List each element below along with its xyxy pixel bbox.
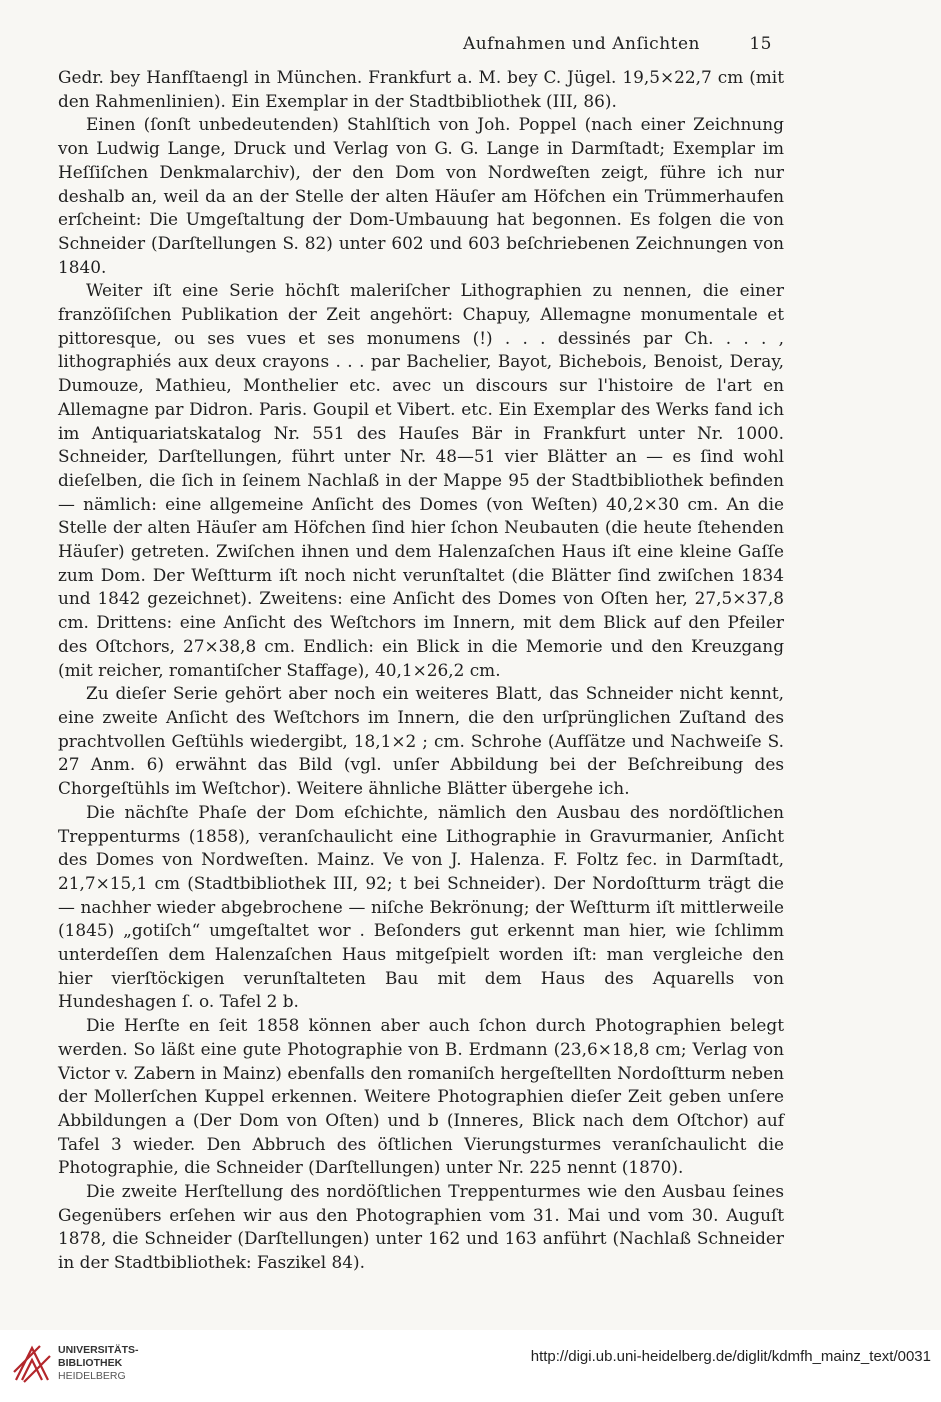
paragraph-6: Die Herſte en ſeit 1858 können aber auch ſchon durch Photographien belegt werden. So läßt eine gute Photographie von B. Erdmann (23,6×18,8 cm; Verlag von Victor v. Zabern in Mainz) ebenfalls den romaniſch hergeſtellten Nordoſtturm neben der Mollerſchen Kuppel erkennen. Weitere Photographien dieſer Zeit geben unſere Abbildungen a (Der Dom von Oſten) und b (Inneres, Blick nach dem Oſtchor) auf Tafel 3 wieder. Den Abbruch des öſtlichen Vierungsturmes veranſchaulicht die Photographie, die Schneider (Darſtellungen) unter Nr. 225 nennt (1870).	[58, 1015, 784, 1178]
paragraph-2: Einen (ſonſt unbedeutenden) Stahlſtich von Joh. Poppel (nach einer Zeichnung von Ludwig Lange, Druck und Verlag von G. G. Lange in Darmſtadt; Exemplar im Heſſiſchen Denkmalarchiv), der den Dom von Nordweſten zeigt, führe ich nur deshalb an, weil da an der Stelle der alten Häuſer am Höfchen ein Trümmerhaufen erſcheint: Die Umgeſtaltung der Dom-Umbauung hat begonnen. Es folgen die von Schneider (Darſtellungen S. 82) unter 602 und 603 beſchriebenen Zeichnungen von 1840.	[58, 114, 784, 277]
logo-line-3: HEIDELBERG	[58, 1370, 126, 1382]
page-number: 15	[749, 34, 772, 54]
running-head-title: Aufnahmen und Anſichten	[462, 34, 700, 54]
library-logo-icon	[10, 1342, 54, 1386]
paragraph-1: Gedr. bey Hanfſtaengl in München. Frankfurt a. M. bey C. Jügel. 19,5×22,7 cm (mit den Rahmenlinien). Ein Exemplar in der Stadtbibliothek (III, 86).	[58, 67, 784, 111]
body-text	[58, 66, 784, 1275]
paragraph-3: Weiter iſt eine Serie höchſt maleriſcher Lithographien zu nennen, die einer franzöſiſchen Publikation der Zeit angehört: Chapuy, Allemagne monumentale et pittoresque, ou ses vues et ses monumens (!) . . . dessinés par Ch. . . . , lithographiés aux deux crayons . . . par Bachelier, Bayot, Bichebois, Benoist, Deray, Dumouze, Mathieu, Monthelier etc. avec un discours sur l'histoire de l'art en Allemagne par Didron. Paris. Goupil et Vibert. etc. Ein Exemplar des Werks fand ich im Antiquariatskatalog Nr. 551 des Hauſes Bär in Frankfurt unter Nr. 1000. Schneider, Darſtellungen, führt unter Nr. 48—51 vier Blätter an — es ſind wohl dieſelben, die ſich in ſeinem Nachlaß in der Mappe 95 der Stadtbibliothek befinden — nämlich: eine allgemeine Anſicht des Domes (von Weſten) 40,2×30 cm. An die Stelle der alten Häuſer am Höfchen ſind hier ſchon Neubauten (die heute ſtehenden Häuſer) getreten. Zwiſchen ihnen und dem Halenzaſchen Haus iſt eine kleine Gaſſe zum Dom. Der Weſtturm iſt noch nicht verunſtaltet (die Blätter ſind zwiſchen 1834 und 1842 gezeichnet). Zweitens: eine Anſicht des Domes von Oſten her, 27,5×37,8 cm. Drittens: eine Anſicht des Weſtchors im Innern, mit dem Blick auf den Pfeiler des Oſtchors, 27×38,8 cm. Endlich: ein Blick in die Memorie und den Kreuzgang (mit reicher, romantiſcher Staffage), 40,1×26,2 cm.	[58, 280, 784, 680]
library-logo-text	[58, 1344, 139, 1383]
paragraph-4: Zu dieſer Serie gehört aber noch ein weiteres Blatt, das Schneider nicht kennt, eine zweite Anſicht des Weſtchors im Innern, die den urſprünglichen Zuſtand des prachtvollen Geſtühls wiedergibt, 18,1×2 ; cm. Schrohe (Aufſätze und Nachweiſe S. 27 Anm. 6) erwähnt das Bild (vgl. unſer Abbildung bei der Beſchreibung des Chorgeſtühls im Weſtchor). Weitere ähnliche Blätter übergehe ich.	[58, 683, 784, 799]
paragraph-7: Die zweite Herſtellung des nordöſtlichen Treppenturmes wie den Ausbau ſeines Gegenübers erſehen wir aus den Photographien vom 31. Mai und vom 30. Auguſt 1878, die Schneider (Darſtellungen) unter 162 und 163 anführt (Nachlaß Schneider in der Stadtbibliothek: Faszikel 84).	[58, 1181, 784, 1273]
footer-bar	[0, 1330, 941, 1402]
paragraph-5: Die nächſte Phaſe der Dom eſchichte, nämlich den Ausbau des nordöſtlichen Treppenturms (1858), veranſchaulicht eine Lithographie in Gravurmanier, Anſicht des Domes von Nordweſten. Mainz. Ve von J. Halenza. F. Foltz fec. in Darmſtadt, 21,7×15,1 cm (Stadtbibliothek III, 92; t bei Schneider). Der Nordoſtturm trägt die — nachher wieder abgebrochene — niſche Bekrönung; der Weſtturm iſt mittlerweile (1845) „gotiſch“ umgeſtaltet wor . Beſonders gut erkennt man hier, wie ſchlimm unterdeſſen dem Halenzaſchen Haus mitgeſpielt worden iſt: man vergleiche den hier vierſtöckigen verunſtalteten Bau mit dem Haus des Aquarells von Hundeshagen ſ. o. Tafel 2 b.	[58, 801, 784, 1012]
source-url-link[interactable]: http://digi.ub.uni-heidelberg.de/diglit/kdmfh_mainz_text/0031	[530, 1348, 931, 1365]
logo-line-1: UNIVERSITÄTS-	[58, 1344, 139, 1356]
logo-line-2: BIBLIOTHEK	[58, 1357, 123, 1369]
